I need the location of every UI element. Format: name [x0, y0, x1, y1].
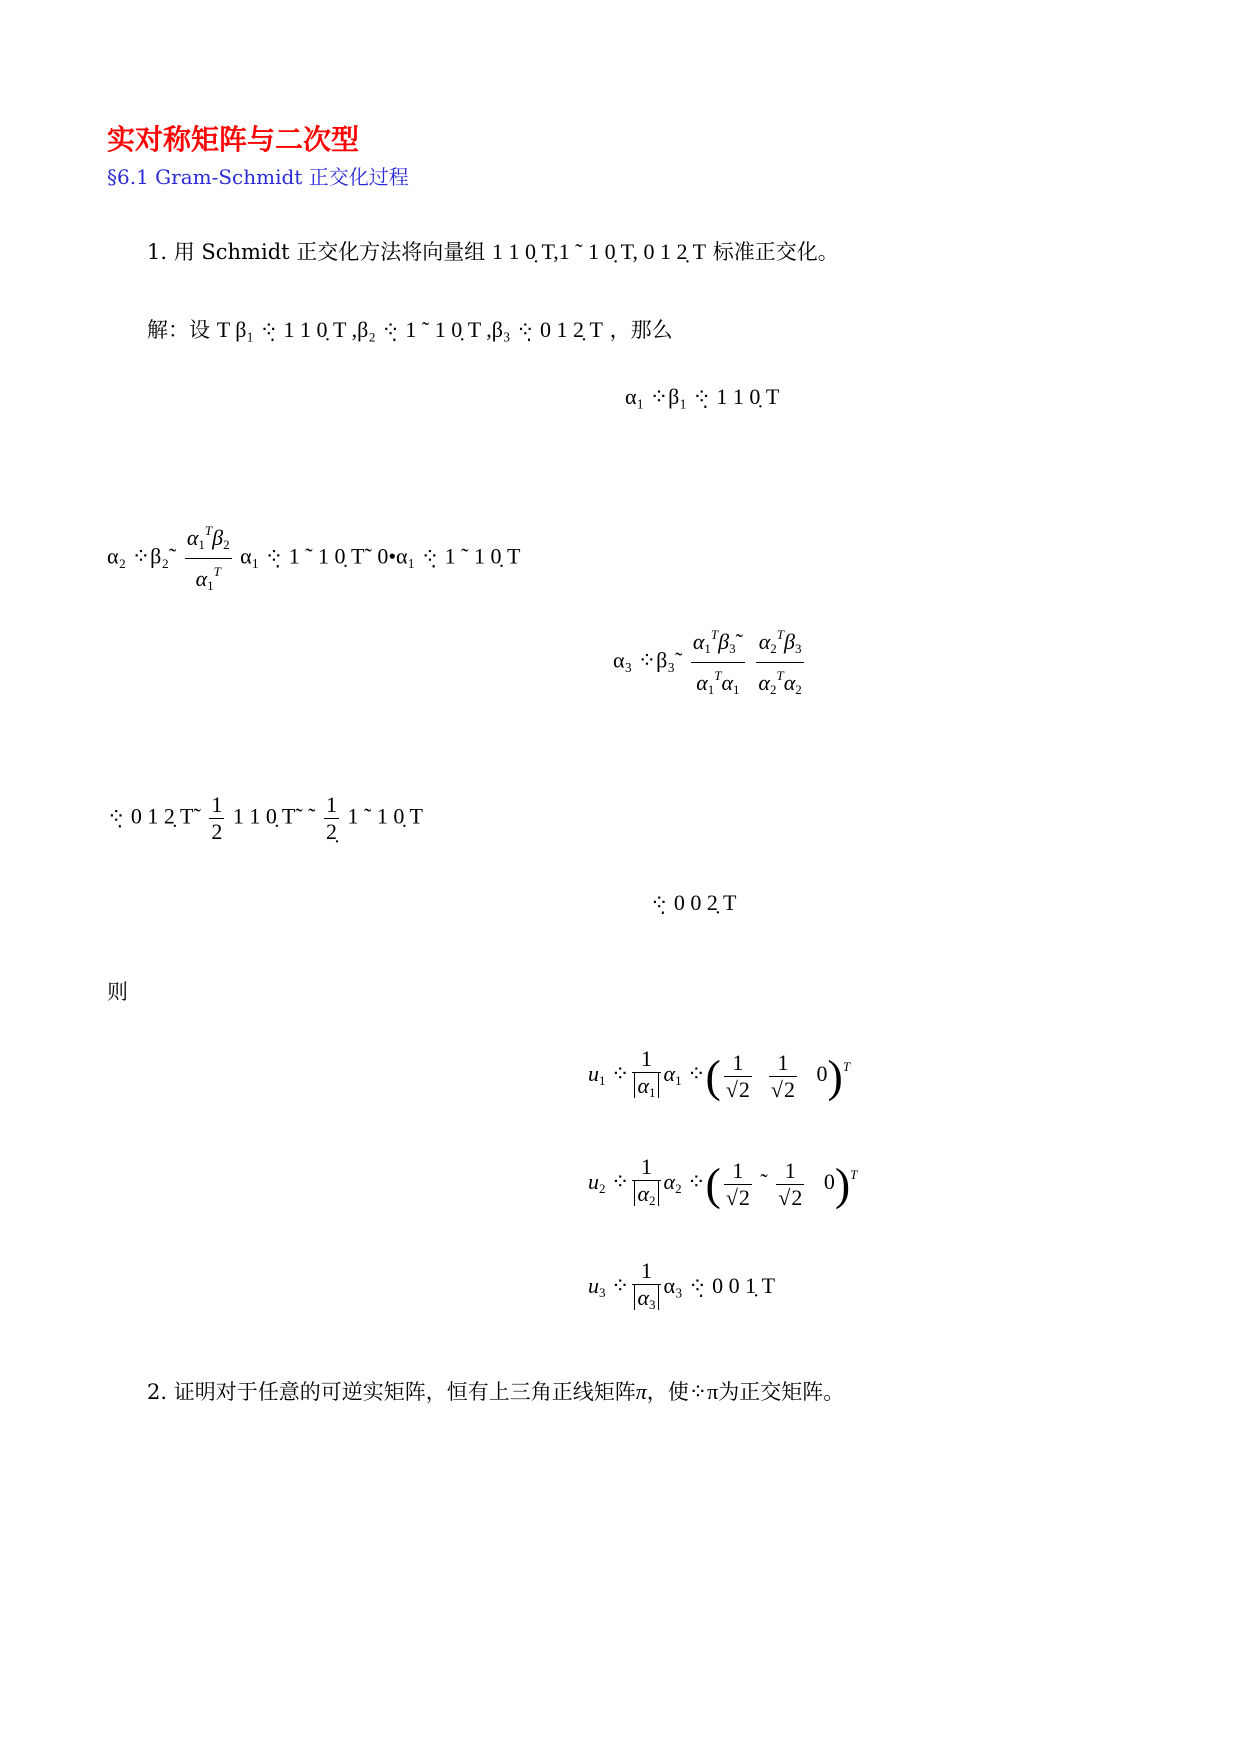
alpha3-expansion-a: ⁘̣ 0 1 2̣ T˜: [107, 803, 201, 829]
problem-1-suffix: 标准正交化。: [712, 240, 839, 264]
section-heading: §6.1 Gram-Schmidt 正交化过程: [107, 165, 409, 189]
page-title: 实对称矩阵与二次型: [107, 123, 360, 156]
problem-1: [147, 236, 839, 266]
alpha3-result: ⁘̣ 0 0 2̣ T: [650, 890, 737, 915]
half-fraction-2: $\frac{1}{2̣}$: [326, 792, 338, 844]
problem-1-vectors: 1 1 0̣ T,1 ˜ 1 0̣ T, 0 1 2̣ T: [491, 239, 707, 264]
alpha2-fraction: $\frac{\alpha_1^T\beta_2}{\alpha_1^T}$: [185, 518, 232, 599]
problem-2-mark: ⁘π: [688, 1379, 719, 1404]
problem-2-text-a: 2. 证明对于任意的可逆实矩阵，恒有上三角正线矩阵: [147, 1380, 636, 1404]
alpha3-lhs: α₃ ⁘β₃˜: [613, 647, 683, 673]
then-word: 则: [107, 980, 128, 1004]
solution-setup: [147, 314, 673, 344]
alpha3-expansion: [107, 792, 423, 845]
problem-1-prefix: 1. 用 Schmidt 正交化方法将向量组: [147, 240, 486, 264]
alpha3-fraction-1: $\frac{\alpha_1^T\beta_3˜}{\alpha_1^T\alpha_1}$: [691, 622, 745, 703]
solution-then: ，那么: [609, 318, 673, 342]
half-fraction-1: $\frac{1}{2}$: [211, 792, 223, 844]
alpha3-equation: [613, 622, 807, 703]
solution-label: 解：设: [147, 318, 210, 342]
alpha3-expansion-b: 1 1 0̣ T˜ ˜: [232, 803, 316, 829]
u3-tail: α₃ ⁘̣ 0 0 1̣ T: [663, 1273, 776, 1299]
pi-symbol: π: [635, 1379, 647, 1404]
problem-2-text-c: 为正交矩阵。: [718, 1380, 845, 1404]
beta-definitions: T β₁ ⁘̣ 1 1 0̣ T ,β₂ ⁘̣ 1 ˜ 1 0̣ T ,β₃ ⁘̣ 0 1 2̣ T: [216, 317, 603, 342]
u3-equation: $u_3$ ⁘ $\frac{1}{\alpha_3}$ α₃ ⁘̣ 0 0 1̣ T: [588, 1258, 776, 1312]
problem-2: [147, 1376, 844, 1406]
u2-equation: $u_2$ ⁘ $\frac{1}{\alpha_2}$ $\alpha_2$ ⁘( $\frac{1}{√2}$ ˜ $\frac{1}{√2}$ 0)$^T$: [588, 1154, 858, 1210]
alpha1-equation: α₁ ⁘β₁ ⁘̣ 1 1 0̣ T: [625, 384, 780, 409]
alpha3-expansion-c: 1 ˜ 1 0̣ T: [347, 803, 423, 829]
alpha2-lhs: α₂ ⁘β₂˜: [107, 543, 177, 569]
alpha3-fraction-2: $\frac{\alpha_2^T\beta_3}{\alpha_2^T\alpha_2}$: [756, 622, 803, 703]
u1-equation: $u_1$ ⁘ $\frac{1}{\alpha_1}$ $\alpha_1$ ⁘( $\frac{1}{√2}$ $\frac{1}{√2}$ 0)$^T$: [588, 1046, 851, 1102]
alpha2-equation: [107, 518, 520, 599]
alpha2-rhs: α₁ ⁘̣ 1 ˜ 1 0̣ T˜ 0•α₁ ⁘̣ 1 ˜ 1 0̣ T: [240, 543, 521, 569]
problem-2-text-b: ，使: [646, 1380, 689, 1404]
